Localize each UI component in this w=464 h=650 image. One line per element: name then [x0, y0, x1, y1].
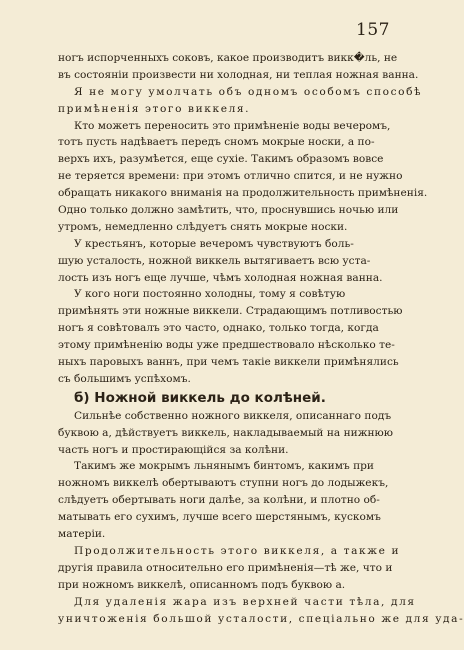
text-line: этому примѣненію воды уже предшествовало нѣсколько те- — [58, 339, 395, 352]
text-line: Кто можетъ переносить это примѣненіе воды вечеромъ, — [74, 119, 391, 132]
text-line: съ большимъ успѣхомъ. — [58, 372, 191, 385]
text-line: матывать его сухимъ, лучше всего шерстянымъ, кускомъ — [58, 511, 381, 524]
text-line: шую усталость, ножной виккель вытягиваетъ всю уста- — [58, 254, 371, 267]
text-line: другія правила относительно его примѣненія—тѣ же, что и — [58, 561, 393, 574]
text-line: Такимъ же мокрымъ льнянымъ бинтомъ, какимъ при — [74, 460, 374, 473]
text-line: утромъ, немедленно слѣдуетъ снять мокрые носки. — [58, 220, 348, 233]
text-line: ногъ я совѣтовалъ это часто, однако, только тогда, когда — [58, 322, 379, 335]
text-line: Для удаленія жара изъ верхней части тѣла, для — [74, 595, 416, 608]
text-line: обращать никакого вниманія на продолжительность примѣненія. — [58, 187, 428, 200]
page-number: 157 — [356, 20, 390, 40]
text-line: Продолжительность этого виккеля, а также и — [74, 544, 401, 557]
text-line: ногъ испорченныхъ соковъ, какое производитъ викк�ль, не — [58, 52, 398, 64]
text-line: не теряется времени: при этомъ отлично спится, и не нужно — [58, 170, 403, 183]
text-line: Я не могу умолчать объ одномъ особомъ способѣ — [74, 85, 423, 98]
text-line: лость изъ ногъ еще лучше, чѣмъ холодная ножная ванна. — [58, 271, 383, 284]
page-text — [58, 50, 464, 627]
text-line: матеріи. — [58, 528, 106, 541]
text-line: У кого ноги постоянно холодны, тому я совѣтую — [74, 288, 346, 301]
text-line: часть ногъ и простирающійся за колѣни. — [58, 443, 289, 456]
text-line: Одно только должно замѣтить, что, проснувшись ночью или — [58, 204, 399, 217]
text-line: слѣдуетъ обертывать ноги далѣе, за колѣни, и плотно об- — [58, 494, 380, 507]
section-heading: б) Ножной виккель до колѣней. — [74, 389, 326, 406]
text-line: У крестьянъ, которые вечеромъ чувствуютъ боль- — [74, 237, 354, 250]
text-line: ныхъ паровыхъ ваннъ, при чемъ такіе виккели примѣнялись — [58, 356, 399, 369]
text-line: верхъ ихъ, разумѣется, еще сухіе. Такимъ образомъ вовсе — [58, 153, 384, 166]
text-line: ножномъ виккелѣ обертываютъ ступни ногъ до лодыжекъ, — [58, 477, 389, 490]
text-line: примѣнять эти ножные виккели. Страдающимъ потливостью — [58, 305, 403, 318]
text-line: при ножномъ виккелѣ, описанномъ подъ буквою а. — [58, 578, 346, 591]
text-line: примѣненія этого виккеля. — [58, 102, 251, 115]
text-line: Сильнѣе собственно ножного виккеля, описаннаго подъ — [74, 409, 392, 422]
text-line: въ состояніи произвести ни холодная, ни теплая ножная ванна. — [58, 68, 419, 81]
text-line: уничтоженія большой усталости, спеціально же для уда- — [58, 612, 464, 625]
text-line: тотъ пусть надѣваетъ передъ сномъ мокрые носки, а по- — [58, 136, 375, 149]
text-line: буквою а, дѣйствуетъ виккель, накладываемый на нижнюю — [58, 426, 393, 439]
